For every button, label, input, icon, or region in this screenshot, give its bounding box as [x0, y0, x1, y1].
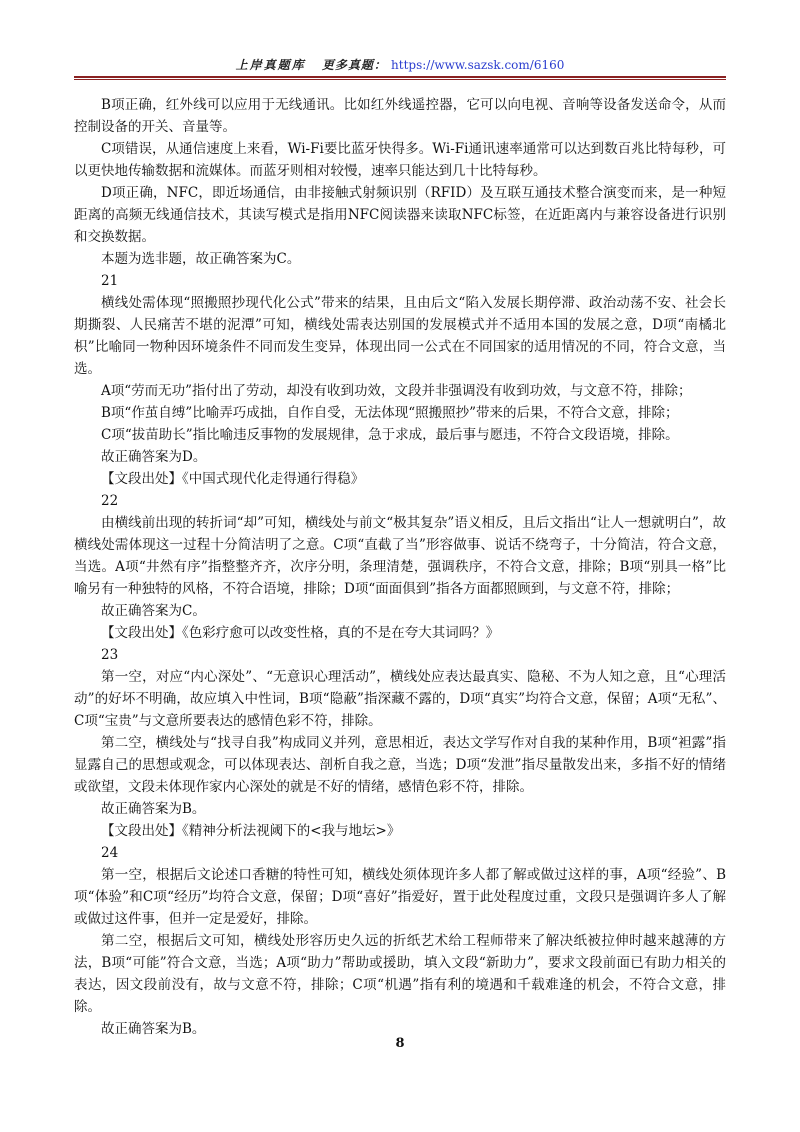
header-rule — [74, 76, 726, 80]
paragraph: D项正确，NFC，即近场通信，由非接触式射频识别（RFID）及互联互通技术整合演变而来，是一种短距离的高频无线通信技术，其读写模式是指用NFC阅读器来读取NFC标签，在近距离内与兼容设备进行识别和交换数据。 — [74, 185, 726, 245]
question-number: 21 — [101, 273, 119, 289]
paragraph: 本题为选非题，故正确答案为C。 — [101, 251, 301, 267]
paragraph: 第一空，根据后文论述口香糖的特性可知，横线处须体现许多人都了解或做过这样的事，A项“经验”、B项“体验”和C项“经历”均符合文意，保留；D项“喜好”指爱好，置于此处程度过重，文段只是强调许多人了解或做过这件事，但并一定是爱好，排除。 — [74, 867, 726, 927]
page-content — [74, 94, 726, 1040]
paragraph: C项“拔苗助长”指比喻违反事物的发展规律，急于求成，最后事与愿违，不符合文段语境，排除。 — [101, 427, 679, 443]
question-number: 23 — [101, 647, 119, 663]
paragraph: 横线处需体现“照搬照抄现代化公式”带来的结果，且由后文“陷入发展长期停滞、政治动荡不安、社会长期撕裂、人民痛苦不堪的泥潭”可知，横线处需表达别国的发展模式并不适用本国的发展之意，D项“南橘北枳”比喻同一物种因环境条件不同而发生变异，体现出同一公式在不同国家的适用情况的不同，符合文意，当选。 — [74, 295, 726, 377]
header-url-link[interactable]: https://www.sazsk.com/6160 — [391, 58, 565, 72]
paragraph: B项“作茧自缚”比喻弄巧成拙，自作自受，无法体现“照搬照抄”带来的后果，不符合文意，排除； — [101, 405, 679, 421]
paragraph: 由横线前出现的转折词“却”可知，横线处与前文“极其复杂”语义相反，且后文指出“让人一想就明白”，故横线处需体现这一过程十分简洁明了之意。C项“直截了当”形容做事、说话不绕弯子，十分简洁，符合文意，当选。A项“井然有序”指整整齐齐，次序分明，条理清楚，强调秩序，不符合文意，排除；B项“别具一格”比喻另有一种独特的风格，不符合语境，排除；D项“面面俱到”指各方面都照顾到，与文意不符，排除； — [74, 515, 726, 597]
question-number: 24 — [101, 845, 119, 861]
paragraph: A项“劳而无功”指付出了劳动，却没有收到功效，文段并非强调没有收到功效，与文意不符，排除； — [101, 383, 692, 399]
paragraph: 故正确答案为D。 — [101, 449, 207, 465]
paragraph: 第一空，对应“内心深处”、“无意识心理活动”，横线处应表达最真实、隐秘、不为人知之意，且“心理活动”的好坏不明确，故应填入中性词，B项“隐蔽”指深藏不露的，D项“真实”均符合文意，保留；A项“无私”、C项“宝贵”与文意所要表达的感情色彩不符，排除。 — [74, 669, 726, 729]
source-citation: 【文段出处】《精神分析法视阈下的<我与地坛>》 — [101, 823, 401, 839]
question-number: 22 — [101, 493, 119, 509]
header-more-label: 更多真题： — [321, 58, 387, 72]
paragraph: C项错误，从通信速度上来看，Wi-Fi要比蓝牙快得多。Wi-Fi通讯速率通常可以达到数百兆比特每秒，可以更快地传输数据和流媒体。而蓝牙则相对较慢，速率只能达到几十比特每秒。 — [74, 141, 726, 179]
page-number: 8 — [395, 1036, 405, 1051]
source-citation: 【文段出处】《色彩疗愈可以改变性格，真的不是在夸大其词吗？》 — [101, 625, 500, 641]
header-brand: 上岸真题库 — [235, 58, 306, 72]
paragraph: 第二空，根据后文可知，横线处形容历史久远的折纸艺术给工程师带来了解决纸被拉伸时越来越薄的方法，B项“可能”符合文意，当选；A项“助力”帮助或援助，填入文段“新助力”，要求文段前面已有助力相关的表达，因文段前没有，故与文意不符，排除；C项“机遇”指有利的境遇和千载难逢的机会，不符合文意，排除。 — [74, 933, 726, 1015]
paragraph: B项正确，红外线可以应用于无线通讯。比如红外线遥控器，它可以向电视、音响等设备发送命令，从而控制设备的开关、音量等。 — [74, 97, 726, 135]
paragraph: 故正确答案为C。 — [101, 603, 206, 619]
paragraph: 故正确答案为B。 — [101, 1021, 206, 1037]
page-header — [74, 56, 726, 73]
paragraph: 第二空，横线处与“找寻自我”构成同义并列，意思相近，表达文学写作对自我的某种作用，B项“袒露”指显露自己的思想或观念，可以体现表达、剖析自我之意，当选；D项“发泄”指尽量散发出来，多指不好的情绪或欲望，文段未体现作家内心深处的就是不好的情绪，感情色彩不符，排除。 — [74, 735, 726, 795]
paragraph: 故正确答案为B。 — [101, 801, 206, 817]
source-citation: 【文段出处】《中国式现代化走得通行得稳》 — [101, 471, 365, 487]
